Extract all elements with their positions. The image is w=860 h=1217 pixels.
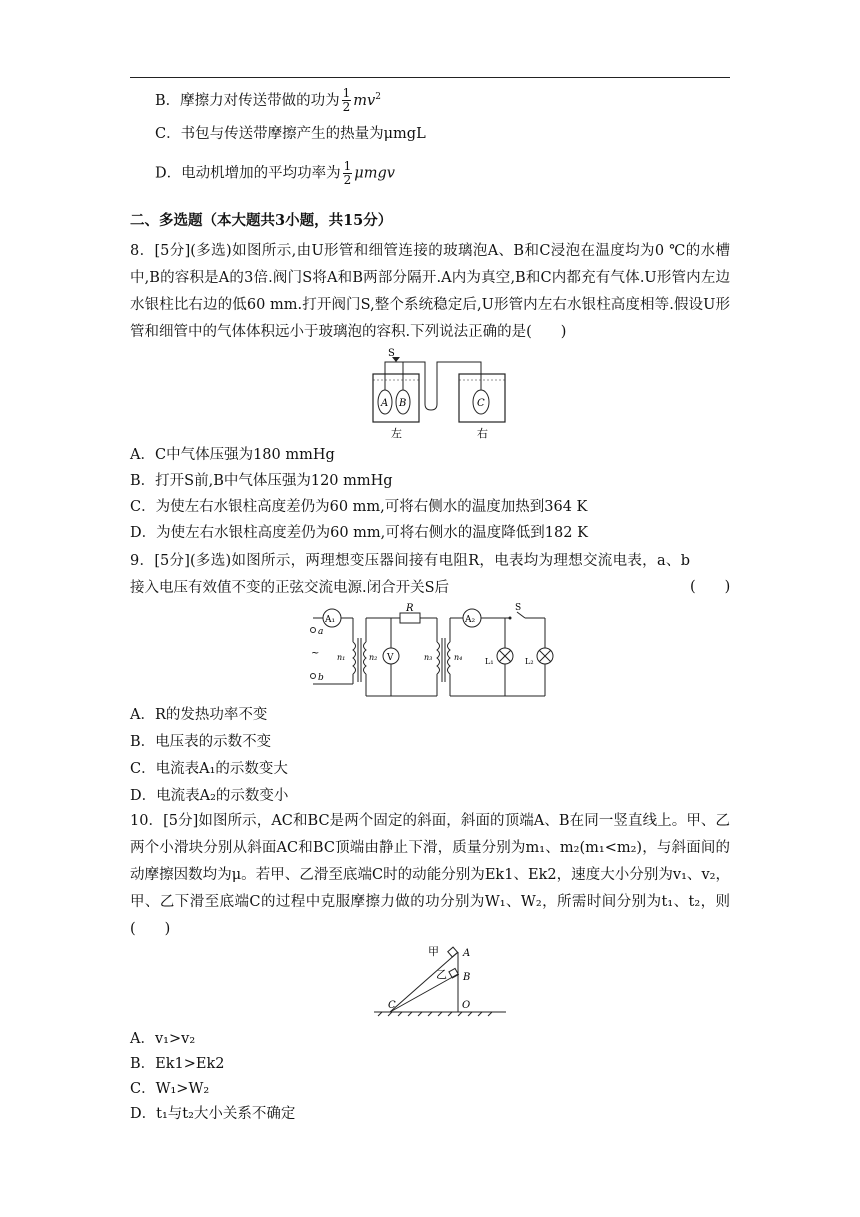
svg-text:乙: 乙	[436, 968, 447, 981]
header-rule	[130, 77, 730, 78]
q9-figure	[305, 602, 555, 700]
q10-option-a: A．v₁>v₂	[130, 1031, 196, 1047]
svg-text:R: R	[406, 603, 414, 614]
q8-option-a: A．C中气体压强为180 mmHg	[130, 447, 335, 463]
svg-text:B: B	[463, 972, 471, 983]
fraction: $\frac{1}{2}$	[343, 159, 352, 187]
q8-option-d: D．为使左右水银柱高度差仍为60 mm,可将右侧水的温度降低到182 K	[130, 525, 588, 541]
q10-stem: 10．[5分]如图所示，AC和BC是两个固定的斜面，斜面的顶端A、B在同一竖直线上。甲、乙两个小滑块分别从斜面AC和BC顶端由静止下滑，质量分别为m₁、m₂(m₁<m₂)，与斜面间的动摩擦因数均为μ。若甲、乙滑至底端C时的动能分别为Ek1、Ek2，速度大小分别为v₁、v₂，甲、乙下滑至底端C的过程中克服摩擦力做的功分别为W₁、W₂，所需时间分别为t₁、t₂，则( )	[130, 813, 730, 937]
q9-option-c: C．电流表A₁的示数变大	[130, 761, 288, 777]
svg-text:甲: 甲	[428, 945, 439, 958]
svg-text:L₁: L₁	[485, 657, 494, 666]
svg-text:A₂: A₂	[465, 615, 476, 625]
svg-text:~: ~	[311, 648, 320, 659]
valve-label: S	[388, 348, 395, 359]
svg-text:左: 左	[391, 427, 402, 440]
q9-option-a: A．R的发热功率不变	[130, 707, 268, 723]
q9-stem: 9．[5分](多选)如图所示，两理想变压器间接有电阻R，电表均为理想交流电表，a、b接入电压有效值不变的正弦交流电源.闭合开关S后	[130, 553, 690, 596]
svg-text:n₃: n₃	[424, 653, 433, 662]
svg-text:V: V	[387, 653, 394, 663]
svg-text:n₂: n₂	[369, 653, 378, 662]
q9-option-b: B．电压表的示数不变	[130, 734, 272, 750]
svg-text:n₄: n₄	[454, 653, 463, 662]
q10-option-b: B．Ek1>Ek2	[130, 1056, 225, 1072]
q8-option-b: B．打开S前,B中气体压强为120 mmHg	[130, 473, 393, 489]
svg-text:A₁: A₁	[325, 615, 336, 625]
q9-option-d: D．电流表A₂的示数变小	[130, 788, 289, 804]
fraction: $\frac{1}{2}$	[342, 86, 351, 115]
svg-text:a: a	[318, 627, 324, 637]
q10-option-d: D．t₁与t₂大小关系不确定	[130, 1106, 296, 1122]
section-title: 二、多选题（本大题共3小题，共15分）	[130, 212, 393, 229]
option-d-prev: D．电动机增加的平均功率为 $\frac{1}{2}$ μmgv	[155, 159, 395, 187]
q9-answer-paren: ( )	[690, 579, 731, 595]
q10-figure	[370, 940, 510, 1020]
svg-text:A: A	[463, 948, 471, 959]
svg-text:b: b	[318, 673, 324, 683]
svg-text:右: 右	[477, 427, 488, 440]
svg-text:n₁: n₁	[337, 653, 346, 662]
svg-text:A: A	[381, 398, 389, 409]
svg-text:B: B	[399, 398, 407, 409]
q8-stem: 8．[5分](多选)如图所示,由U形管和细管连接的玻璃泡A、B和C浸泡在温度均为0 ℃的水槽中,B的容积是A的3倍.阀门S将A和B两部分隔开.A内为真空,B和C内都充有气体.U形管内左边水银柱比右边的低60 mm.打开阀门S,整个系统稳定后,U形管内左右水银柱高度相等.假设U形管和细管中的气体体积远小于玻璃泡的容积.下列说法正确的是( )	[130, 243, 730, 340]
q8-option-c: C．为使左右水银柱高度差仍为60 mm,可将右侧水的温度加热到364 K	[130, 499, 588, 515]
svg-text:C: C	[477, 398, 485, 409]
q8-figure	[365, 348, 525, 443]
svg-text:S: S	[515, 603, 522, 613]
q10-option-c: C．W₁>W₂	[130, 1081, 210, 1097]
option-b-prev: B．摩擦力对传送带做的功为 $\frac{1}{2}$ $mv^2$	[155, 86, 381, 115]
svg-text:O: O	[462, 1000, 471, 1011]
svg-text:C: C	[388, 1000, 396, 1011]
svg-text:L₂: L₂	[525, 657, 534, 666]
option-c-prev: C．书包与传送带摩擦产生的热量为μmgL	[155, 126, 426, 142]
